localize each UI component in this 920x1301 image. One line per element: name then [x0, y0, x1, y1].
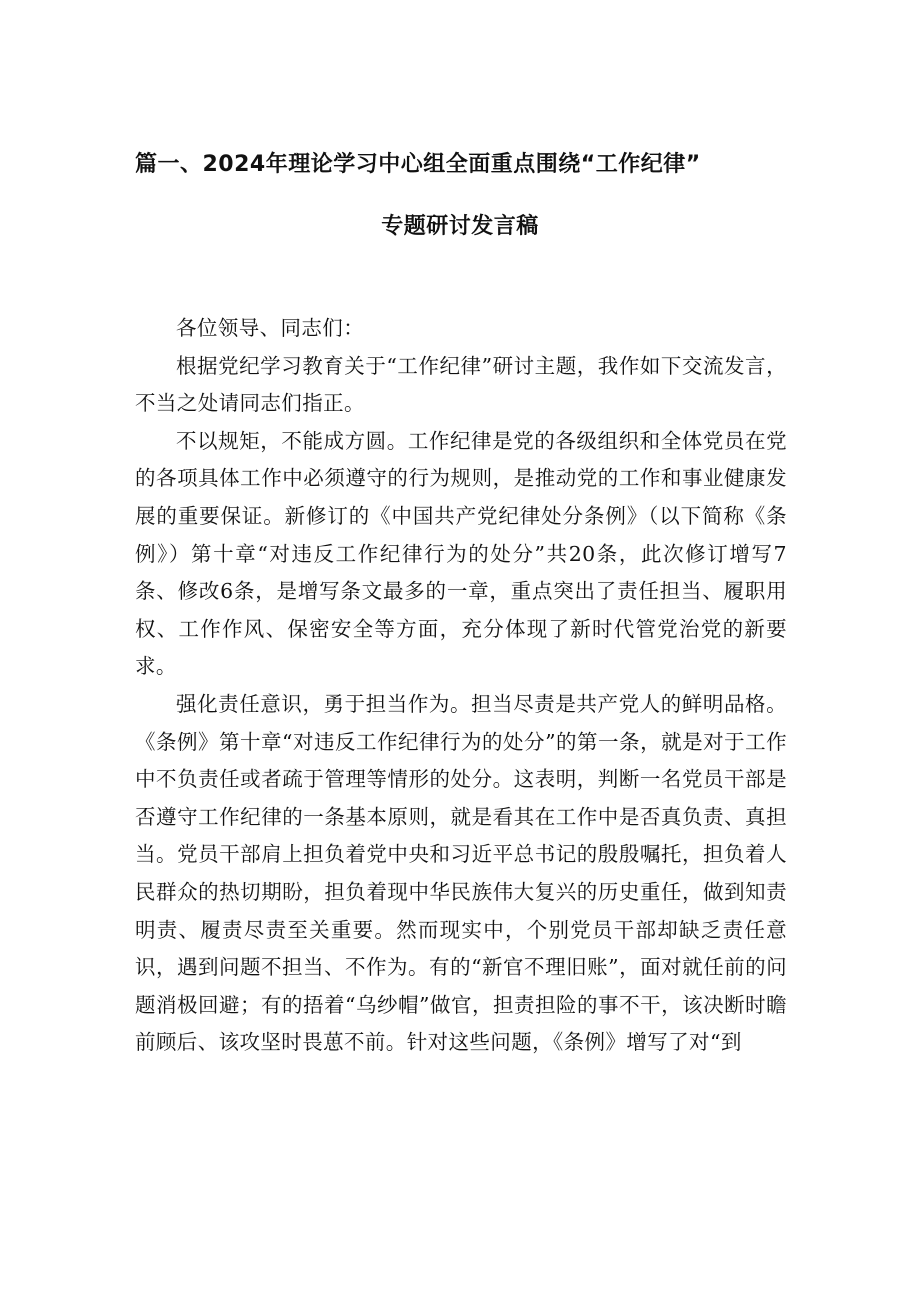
intro-paragraph: 根据党纪学习教育关于“工作纪律”研讨主题，我作如下交流发言，不当之处请同志们指正。 — [135, 353, 787, 416]
salutation-paragraph: 各位领导、同志们： — [176, 316, 365, 340]
document-title-line-1: 篇一、2024年理论学习中心组全面重点围绕“工作纪律” — [135, 152, 701, 177]
document-title-line-2: 专题研讨发言稿 — [381, 214, 539, 239]
document-body — [135, 310, 787, 1062]
discipline-overview-paragraph: 不以规矩，不能成方圆。工作纪律是党的各级组织和全体党员在党的各项具体工作中必须遵守的行为规则，是推动党的工作和事业健康发展的重要保证。新修订的《中国共产党纪律处分条例》（以下简称《条例》）第十章“对违反工作纪律行为的处分”共20条，此次修订增写7条、修改6条，是增写条文最多的一章，重点突出了责任担当、履职用权、工作作风、保密安全等方面，充分体现了新时代管党治党的新要求。 — [135, 428, 787, 679]
responsibility-paragraph: 强化责任意识，勇于担当作为。担当尽责是共产党人的鲜明品格。《条例》第十章“对违反工作纪律行为的处分”的第一条，就是对于工作中不负责任或者疏于管理等情形的处分。这表明，判断一名党员干部是否遵守工作纪律的一条基本原则，就是看其在工作中是否真负责、真担当。党员干部肩上担负着党中央和习近平总书记的殷殷嘱托，担负着人民群众的热切期盼，担负着现中华民族伟大复兴的历史重任，做到知责明责、履责尽责至关重要。然而现实中，个别党员干部却缺乏责任意识，遇到问题不担当、不作为。有的“新官不理旧账”，面对就任前的问题消极回避；有的捂着“乌纱帽”做官，担责担险的事不干，该决断时瞻前顾后、该攻坚时畏葸不前。针对这些问题，《条例》增写了对“到 — [135, 691, 787, 1055]
